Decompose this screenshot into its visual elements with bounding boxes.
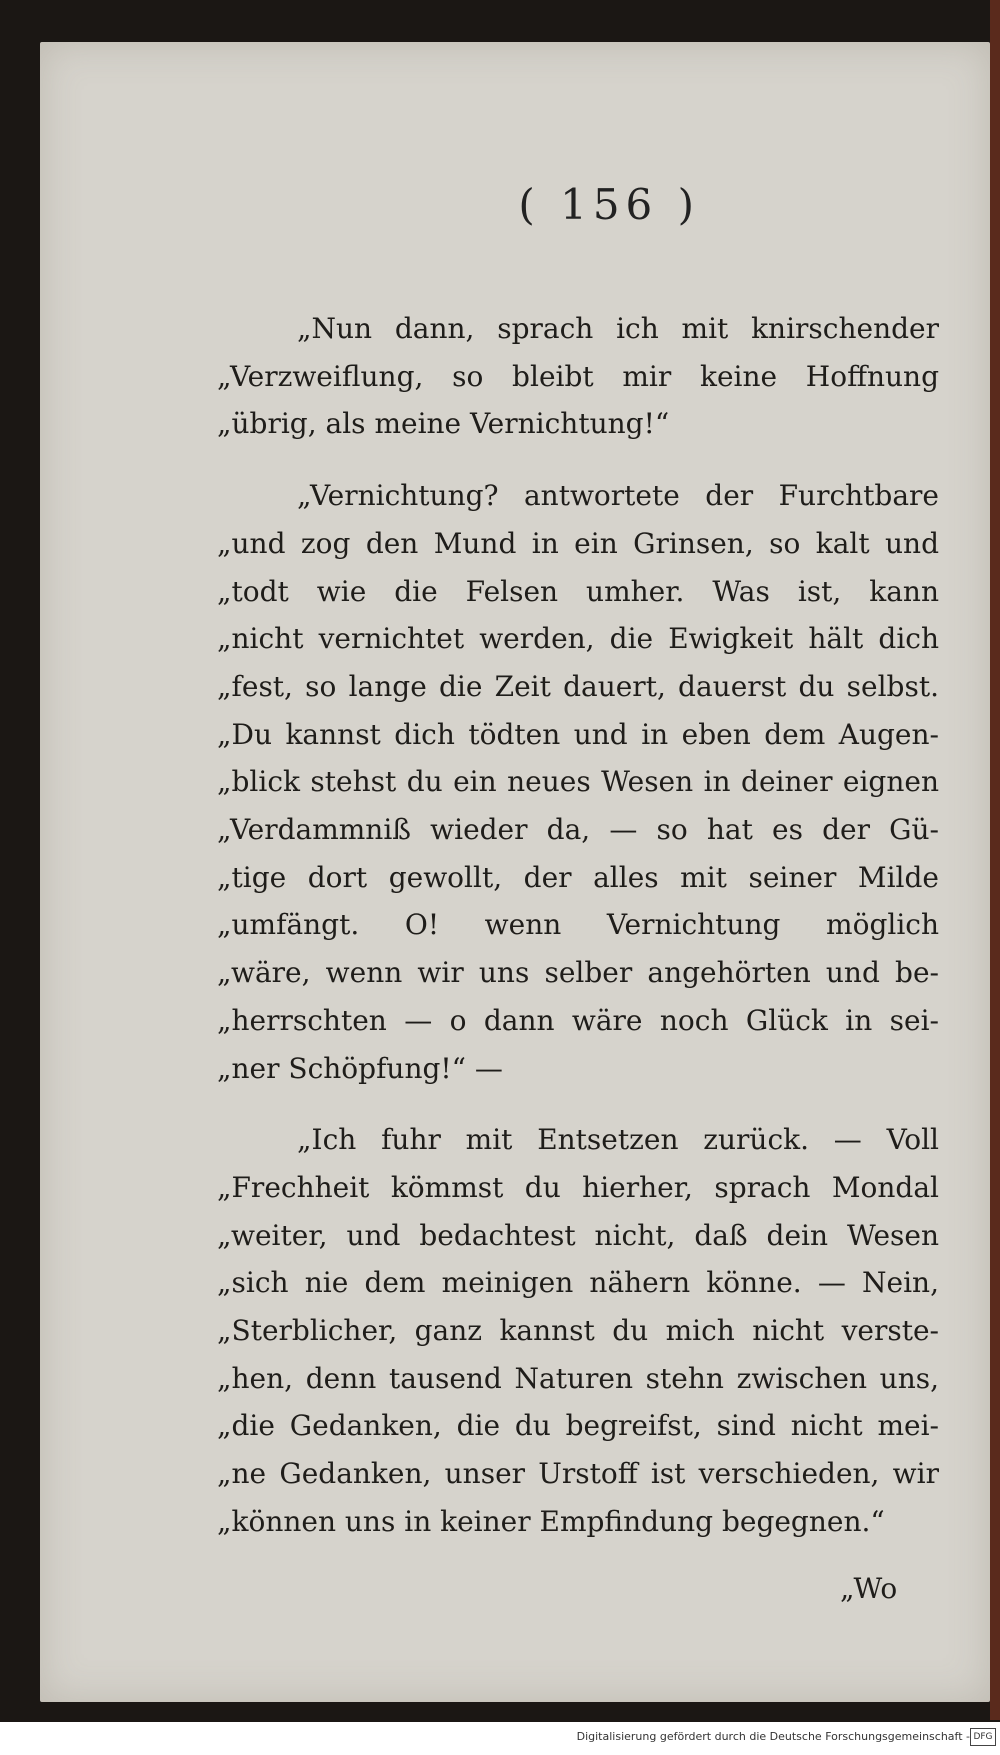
text-line: „fest, so lange die Zeit dauert, dauerst du selbst. — [217, 669, 939, 703]
text-line: „nicht vernichtet werden, die Ewigkeit hält dich — [217, 622, 939, 656]
funding-credit: Digitalisierung gefördert durch die Deutsche Forschungsgemeinschaft - — [576, 1730, 970, 1743]
text-line: „herrschten — o dann wäre noch Glück in sei- — [217, 1003, 939, 1037]
text-line: „ner Schöpfung!“ — — [217, 1051, 503, 1085]
text-line: „wäre, wenn wir uns selber angehörten und be- — [217, 956, 939, 990]
book-edge — [990, 0, 1000, 1720]
text-line: „Frechheit kömmst du hierher, sprach Mondal — [217, 1170, 939, 1204]
text-line: „Vernichtung? antwortete der Furchtbare — [297, 479, 939, 513]
text-line: „Sterblicher, ganz kannst du mich nicht verste- — [217, 1314, 939, 1348]
page-number: ( 156 ) — [518, 180, 700, 229]
text-line: „todt wie die Felsen umher. Was ist, kann — [217, 574, 939, 608]
text-line: „Verzweiflung, so bleibt mir keine Hoffnung — [217, 359, 939, 393]
paragraph-2 — [217, 472, 939, 1092]
paragraph-1 — [217, 305, 939, 448]
text-line: „übrig, als meine Vernichtung!“ — [217, 407, 670, 441]
text-line: „umfängt. O! wenn Vernichtung möglich — [217, 908, 939, 942]
dfg-logo-icon: DFG — [970, 1728, 996, 1746]
catchword: „Wo — [840, 1572, 898, 1605]
book-page — [40, 42, 990, 1702]
text-line: „Du kannst dich tödten und in eben dem Augen- — [217, 717, 939, 751]
text-line: „Ich fuhr mit Entsetzen zurück. — Voll — [297, 1123, 939, 1157]
text-line: „blick stehst du ein neues Wesen in deiner eignen — [217, 765, 939, 799]
text-line: „ne Gedanken, unser Urstoff ist verschieden, wir — [217, 1457, 939, 1491]
text-line: „Nun dann, sprach ich mit knirschender — [297, 312, 939, 345]
paragraph-3 — [217, 1116, 939, 1545]
digitization-footer — [0, 1722, 1000, 1755]
text-line: „und zog den Mund in ein Grinsen, so kalt und — [217, 526, 939, 560]
text-line: „weiter, und bedachtest nicht, daß dein Wesen — [217, 1218, 939, 1252]
text-line: „Verdammniß wieder da, — so hat es der Gü- — [217, 813, 939, 847]
text-line: „sich nie dem meinigen nähern könne. — Nein, — [217, 1266, 939, 1300]
text-line: „hen, denn tausend Naturen stehn zwischen uns, — [217, 1361, 939, 1395]
text-line: „tige dort gewollt, der alles mit seiner Milde — [217, 860, 939, 894]
text-line: „die Gedanken, die du begreifst, sind nicht mei- — [217, 1409, 939, 1443]
body-text — [217, 305, 939, 1570]
text-line: „können uns in keiner Empfindung begegnen.“ — [217, 1504, 885, 1538]
